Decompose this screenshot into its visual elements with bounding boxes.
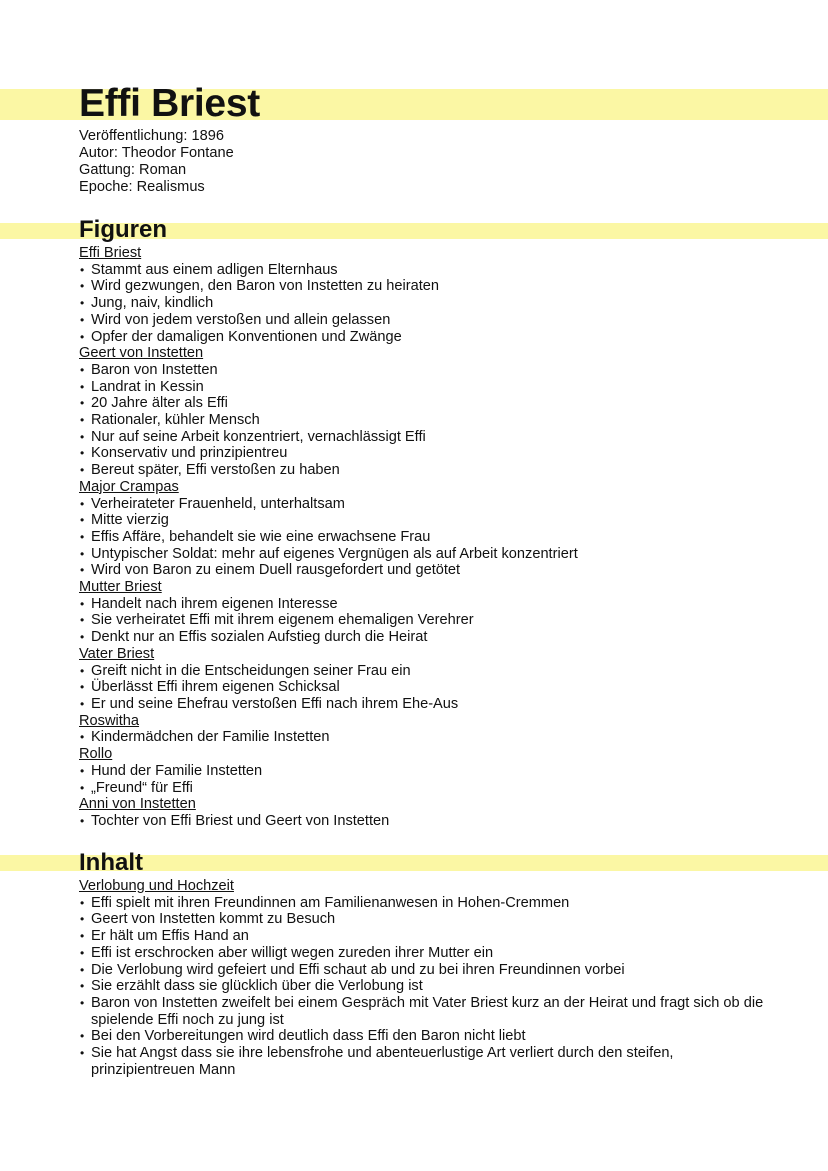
list-item: • Kindermädchen der Familie Instetten: [79, 729, 779, 746]
list-item: • Greift nicht in die Entscheidungen seiner Frau ein: [79, 663, 779, 680]
list-item: • Die Verlobung wird gefeiert und Effi schaut ab und zu bei ihren Freundinnen vorbei: [79, 962, 779, 979]
subheading: Anni von Instetten: [79, 796, 196, 813]
list-item: • Hund der Familie Instetten: [79, 763, 779, 780]
list-item: • Rationaler, kühler Mensch: [79, 412, 779, 429]
list-item: • Wird von Baron zu einem Duell rausgefordert und getötet: [79, 562, 779, 579]
subheading: Vater Briest: [79, 645, 155, 662]
bullet-list: [79, 362, 779, 479]
list-item: • Überlässt Effi ihrem eigenen Schicksal: [79, 679, 779, 696]
list-item: • Sie hat Angst dass sie ihre lebensfrohe und abenteuerlustige Art verliert durch den steifen, prinzipientreuen Mann: [79, 1045, 779, 1078]
list-item: • Denkt nur an Effis sozialen Aufstieg durch die Heirat: [79, 629, 779, 646]
list-item: • Nur auf seine Arbeit konzentriert, vernachlässigt Effi: [79, 429, 779, 446]
list-item: • Sie erzählt dass sie glücklich über die Verlobung ist: [79, 978, 779, 995]
bullet-list: [79, 813, 779, 830]
meta-publication: Veröffentlichung: 1896: [79, 128, 224, 144]
subheading: Major Crampas: [79, 478, 179, 495]
bullet-list: [79, 596, 779, 646]
list-item: • Wird von jedem verstoßen und allein gelassen: [79, 312, 779, 329]
list-item: • Landrat in Kessin: [79, 379, 779, 396]
subheading: Roswitha: [79, 712, 140, 729]
list-item: • Mitte vierzig: [79, 512, 779, 529]
list-item: • Effi ist erschrocken aber willigt wegen zureden ihrer Mutter ein: [79, 945, 779, 962]
list-item: • Effi spielt mit ihren Freundinnen am Familienanwesen in Hohen-Cremmen: [79, 895, 779, 912]
page-title: Effi Briest: [79, 82, 260, 125]
list-item: • Er hält um Effis Hand an: [79, 928, 779, 945]
meta-genre: Gattung: Roman: [79, 162, 187, 178]
list-item: • Bei den Vorbereitungen wird deutlich dass Effi den Baron nicht liebt: [79, 1028, 779, 1045]
list-item: • Tochter von Effi Briest und Geert von Instetten: [79, 813, 779, 830]
bullet-list: [79, 663, 779, 713]
list-item: • Effis Affäre, behandelt sie wie eine erwachsene Frau: [79, 529, 779, 546]
figuren-section: [79, 245, 779, 830]
subheading: Geert von Instetten: [79, 345, 204, 362]
list-item: • Opfer der damaligen Konventionen und Zwänge: [79, 329, 779, 346]
bullet-list: [79, 496, 779, 580]
inhalt-section: [79, 878, 779, 1078]
section-heading-figuren: Figuren: [79, 216, 167, 243]
subheading: Rollo: [79, 746, 113, 763]
subheading: Mutter Briest: [79, 579, 162, 596]
list-item: • Wird gezwungen, den Baron von Instetten zu heiraten: [79, 278, 779, 295]
list-item: • Baron von Instetten zweifelt bei einem Gespräch mit Vater Briest kurz an der Heirat und fragt sich ob die spielende Effi noch zu jung ist: [79, 995, 779, 1028]
list-item: • Geert von Instetten kommt zu Besuch: [79, 911, 779, 928]
subheading: Verlobung und Hochzeit: [79, 878, 234, 894]
meta-author: Autor: Theodor Fontane: [79, 145, 234, 161]
bullet-list: [79, 262, 779, 346]
list-item: • Er und seine Ehefrau verstoßen Effi nach ihrem Ehe-Aus: [79, 696, 779, 713]
list-item: • Stammt aus einem adligen Elternhaus: [79, 262, 779, 279]
meta-epoch: Epoche: Realismus: [79, 179, 205, 195]
subheading: Effi Briest: [79, 245, 142, 261]
list-item: • Baron von Instetten: [79, 362, 779, 379]
book-metadata: [79, 128, 234, 196]
list-item: • „Freund“ für Effi: [79, 780, 779, 797]
list-item: • Bereut später, Effi verstoßen zu haben: [79, 462, 779, 479]
list-item: • Jung, naiv, kindlich: [79, 295, 779, 312]
bullet-list: [79, 729, 779, 746]
list-item: • 20 Jahre älter als Effi: [79, 395, 779, 412]
list-item: • Handelt nach ihrem eigenen Interesse: [79, 596, 779, 613]
bullet-list: [79, 895, 779, 1079]
list-item: • Konservativ und prinzipientreu: [79, 445, 779, 462]
list-item: • Sie verheiratet Effi mit ihrem eigenem ehemaligen Verehrer: [79, 612, 779, 629]
list-item: • Untypischer Soldat: mehr auf eigenes Vergnügen als auf Arbeit konzentriert: [79, 546, 779, 563]
section-heading-inhalt: Inhalt: [79, 849, 143, 876]
bullet-list: [79, 763, 779, 796]
list-item: • Verheirateter Frauenheld, unterhaltsam: [79, 496, 779, 513]
